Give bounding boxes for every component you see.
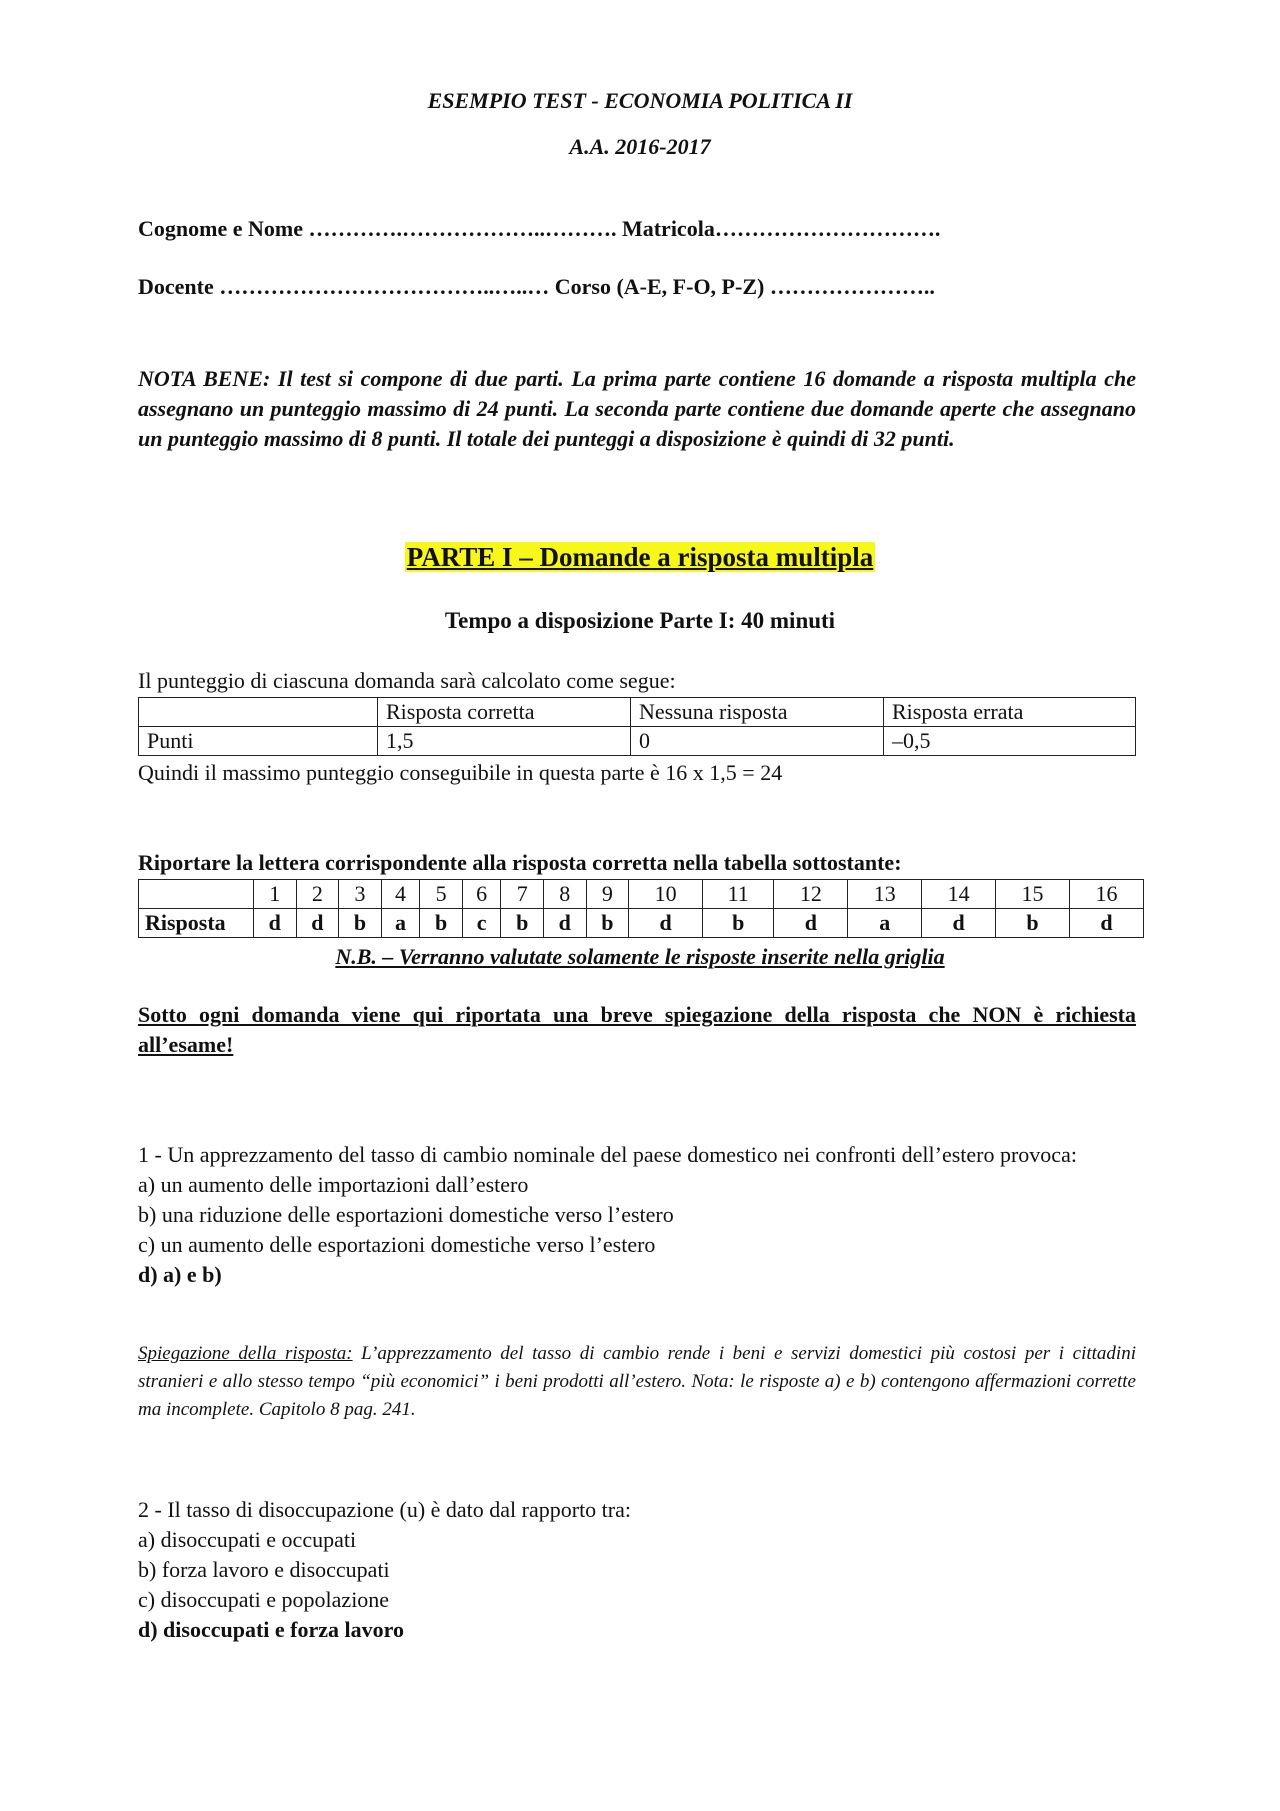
answer-grid-answer[interactable]: d	[922, 909, 996, 938]
answer-grid-number: 8	[544, 880, 587, 909]
document-title: ESEMPIO TEST - ECONOMIA POLITICA II	[427, 88, 853, 113]
answer-grid-answer[interactable]: d	[544, 909, 587, 938]
answer-grid-number-row	[139, 880, 1144, 909]
answer-grid-answer[interactable]: d	[774, 909, 848, 938]
scoring-header-cell: Risposta errata	[884, 698, 1136, 727]
grid-instruction: Riportare la lettera corrispondente alla risposta corretta nella tabella sottostante:	[138, 850, 902, 875]
question-stem: 2 - Il tasso di disoccupazione (u) è dato dal rapporto tra:	[138, 1497, 632, 1522]
question-option: c) un aumento delle esportazioni domestiche verso l’estero	[138, 1232, 656, 1257]
scoring-header-cell: Nessuna risposta	[631, 698, 884, 727]
explanation-note: Sotto ogni domanda viene qui riportata una breve spiegazione della risposta che NON è richiesta all’esame!	[138, 1002, 1136, 1057]
answer-grid-answer[interactable]: d	[629, 909, 703, 938]
answer-grid-answer[interactable]: a	[381, 909, 420, 938]
scoring-header-cell	[139, 698, 378, 727]
answer-grid-answer-row	[139, 909, 1144, 938]
docente-field-line	[138, 274, 1136, 300]
part1-heading: PARTE I – Domande a risposta multipla	[406, 542, 874, 572]
scoring-value-cell: 0	[631, 727, 884, 756]
docente-dots[interactable]: ………………………………..…..…	[219, 274, 550, 299]
question-stem: 1 - Un apprezzamento del tasso di cambio nominale del paese domestico nei confronti dell’estero provoca:	[138, 1142, 1077, 1167]
explanation-label: Spiegazione della risposta:	[138, 1343, 353, 1364]
answer-grid-number: 3	[339, 880, 382, 909]
answer-grid-answer[interactable]: b	[501, 909, 544, 938]
scoring-intro: Il punteggio di ciascuna domanda sarà calcolato come segue:	[138, 668, 676, 693]
question-option: a) disoccupati e occupati	[138, 1527, 357, 1552]
answer-grid-answer[interactable]: d	[254, 909, 297, 938]
answer-grid-number: 6	[462, 880, 501, 909]
answer-grid-number: 15	[996, 880, 1070, 909]
scoring-header-cell: Risposta corretta	[378, 698, 631, 727]
question-1	[138, 1140, 1136, 1290]
corso-label: Corso (A-E, F-O, P-Z)	[554, 274, 765, 299]
question-option: a) un aumento delle importazioni dall’estero	[138, 1172, 529, 1197]
answer-grid-answer[interactable]: b	[586, 909, 629, 938]
scoring-table	[138, 697, 1136, 756]
answer-grid-number: 7	[501, 880, 544, 909]
scoring-value-row	[139, 727, 1136, 756]
grid-note: N.B. – Verranno valutate solamente le risposte inserite nella griglia	[335, 944, 945, 969]
answer-grid-number: 1	[254, 880, 297, 909]
answer-grid-number: 4	[381, 880, 420, 909]
scoring-value-cell: 1,5	[378, 727, 631, 756]
answer-grid-number: 10	[629, 880, 703, 909]
answer-grid-number: 16	[1070, 880, 1144, 909]
scoring-value-cell: –0,5	[884, 727, 1136, 756]
answer-grid-number: 11	[703, 880, 774, 909]
scoring-value-cell: Punti	[139, 727, 378, 756]
docente-label: Docente	[138, 274, 214, 299]
corso-dots[interactable]: …………………..	[769, 274, 935, 299]
answer-grid-answer[interactable]: b	[996, 909, 1070, 938]
scoring-header-row	[139, 698, 1136, 727]
answer-grid-number: 2	[296, 880, 339, 909]
answer-grid-answer[interactable]: b	[339, 909, 382, 938]
answer-grid-number: 14	[922, 880, 996, 909]
question-1-explanation	[138, 1340, 1136, 1424]
answer-grid	[138, 879, 1144, 938]
academic-year: A.A. 2016-2017	[569, 134, 711, 159]
nota-bene: NOTA BENE: Il test si compone di due parti. La prima parte contiene 16 domande a risposta multipla che assegnano un punteggio massimo di 24 punti. La seconda parte contiene due domande aperte che assegnano un punteggio massimo di 8 punti. Il totale dei punteggi a disposizione è quindi di 32 punti.	[138, 366, 1136, 451]
answer-grid-answer[interactable]: d	[296, 909, 339, 938]
answer-grid-answer[interactable]: b	[420, 909, 463, 938]
answer-grid-number: 13	[848, 880, 922, 909]
part1-time: Tempo a disposizione Parte I: 40 minuti	[444, 608, 836, 633]
name-dots[interactable]: ………….………………..……….	[308, 216, 617, 241]
answer-grid-answer[interactable]: d	[1070, 909, 1144, 938]
question-correct-option: d) a) e b)	[138, 1262, 222, 1287]
answer-grid-corner	[139, 880, 254, 909]
name-label: Cognome e Nome	[138, 216, 303, 241]
question-option: b) una riduzione delle esportazioni domestiche verso l’estero	[138, 1202, 674, 1227]
answer-grid-number: 5	[420, 880, 463, 909]
name-field-line	[138, 216, 1136, 242]
answer-grid-answer[interactable]: a	[848, 909, 922, 938]
answer-grid-number: 12	[774, 880, 848, 909]
matricola-label: Matricola	[621, 216, 715, 241]
question-2	[138, 1495, 1136, 1645]
answer-grid-row-label: Risposta	[139, 909, 254, 938]
question-option: c) disoccupati e popolazione	[138, 1587, 390, 1612]
answer-grid-number: 9	[586, 880, 629, 909]
max-score-text: Quindi il massimo punteggio conseguibile in questa parte è 16 x 1,5 = 24	[138, 760, 783, 785]
explanation-text: L’apprezzamento del tasso di cambio rende i beni e servizi domestici più costosi per i cittadini stranieri e allo stesso tempo “più economici” i beni prodotti all’estero. Nota: le risposte a) e b) contengono affermazioni corrette ma incomplete. Capitolo 8 pag. 241.	[138, 1343, 1136, 1420]
question-correct-option: d) disoccupati e forza lavoro	[138, 1617, 405, 1642]
answer-grid-answer[interactable]: b	[703, 909, 774, 938]
matricola-dots[interactable]: ………………………….	[714, 216, 941, 241]
question-option: b) forza lavoro e disoccupati	[138, 1557, 390, 1582]
answer-grid-answer[interactable]: c	[462, 909, 501, 938]
